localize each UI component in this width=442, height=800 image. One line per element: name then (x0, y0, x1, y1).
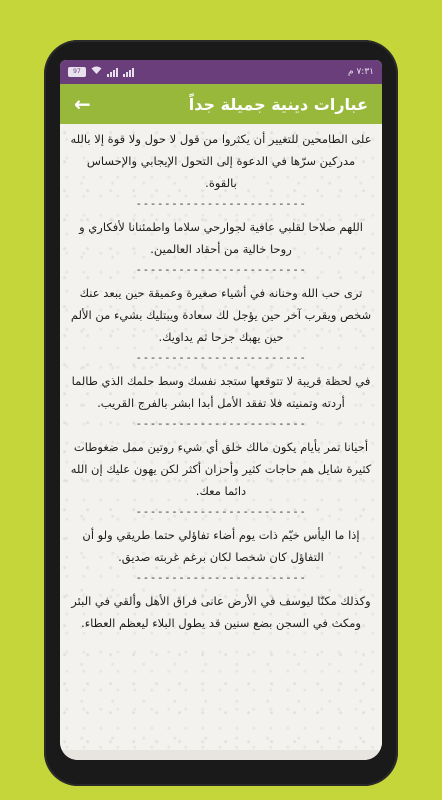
page-title: عبارات دينية جميلة جداً (188, 94, 368, 114)
quote-separator: ------------------------ (135, 571, 307, 584)
quotes-list[interactable] (60, 124, 382, 760)
arrow-back-icon[interactable]: ← (74, 92, 91, 116)
status-time: ٧:٣١ م (348, 67, 374, 77)
signal-icon (107, 68, 118, 77)
app-bar (60, 84, 382, 124)
quote-item[interactable]: على الطامحين للتغيير أن يكثروا من قول لا حول ولا قوة إلا بالله مدركين سرّها في الدعوة إلى التحول الإيجابي والإحساس بالقوة. (70, 132, 372, 190)
battery-icon: 97 (68, 67, 86, 77)
status-icons (68, 66, 134, 78)
quote-separator: ------------------------ (135, 417, 307, 430)
quote-separator: ------------------------ (135, 197, 307, 210)
quote-separator: ------------------------ (135, 351, 307, 364)
status-bar (60, 60, 382, 84)
signal-icon-2 (123, 68, 134, 77)
app-screen (60, 60, 382, 760)
quote-item[interactable]: إذا ما اليأس خيّم ذات يوم أضاء تفاؤلي حتما طريقي ولو أن التفاؤل كان شخصا لكان برغم غربته صديق. (82, 528, 360, 564)
quote-item[interactable]: وكذلك مكنّا ليوسف في الأرض عانى فراق الأهل وألقي في البئر ومكث في السجن بضع سنين قد يطول البلاء ليعظم العطاء. (71, 594, 371, 630)
quote-item[interactable]: في لحظة قريبة لا تتوقعها ستجد نفسك وسط حلمك الذي طالما أردته وتمنيته فلا تفقد الأمل أبدا ابشر بالفرج القريب. (71, 374, 371, 410)
quote-separator: ------------------------ (135, 505, 307, 518)
quote-item[interactable]: أحيانا تمر بأيام يكون مالك خلق أي شيء روتين ممل ضغوطات كثيرة شايل هم حاجات كثير وأحزان أكثر لكن يهون عليك إن الله دائما معك. (70, 440, 372, 498)
bottom-edge (60, 750, 382, 760)
quote-item[interactable]: اللهم صلاحا لقلبي عافية لجوارحي سلاما واطمئنانا لأفكاري و روحا خالية من أحقاد العالمين. (79, 220, 363, 256)
quote-separator: ------------------------ (135, 263, 307, 276)
quote-item[interactable]: ترى حب الله وحنانه في أشياء صغيرة وعميقة حين يبعد عنك شخص ويقرب آخر حين يؤجل لك سعادة ويبتليك بشيء من الألم حين يهبك جرحا ثم يداويك. (70, 286, 372, 344)
wifi-icon (91, 66, 102, 78)
